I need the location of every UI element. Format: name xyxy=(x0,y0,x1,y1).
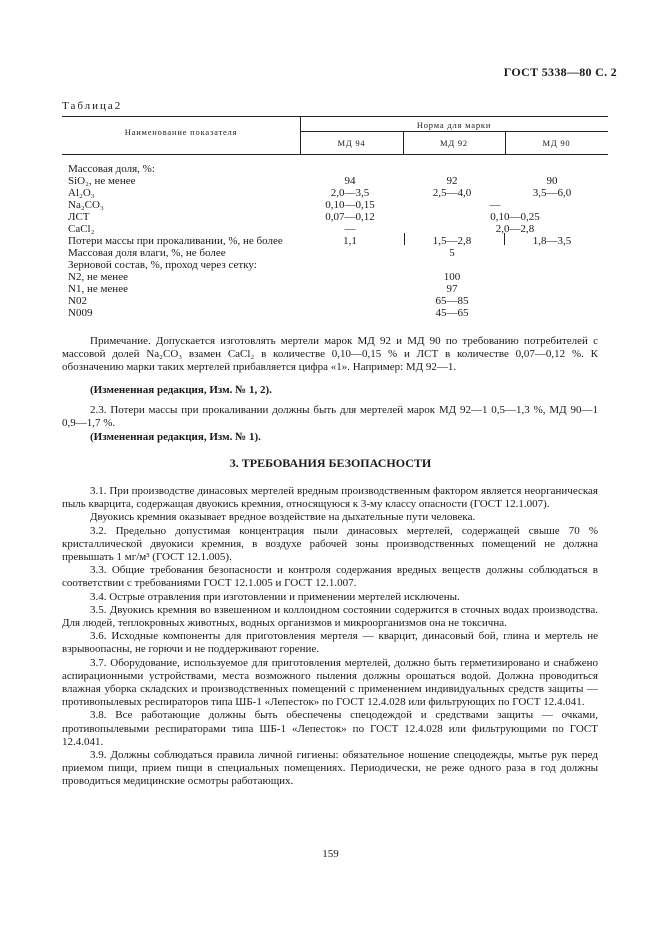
table-cell: 90 xyxy=(546,175,558,187)
table-row-label: ЛСТ xyxy=(68,211,90,223)
table-cell: 0,10—0,25 xyxy=(490,211,540,223)
paragraph: 3.6. Исходные компоненты для приготовления мертеля — кварцит, динасовый бой, глина и мертель не взрывоопасны, не горючи и не поддерживают горение. xyxy=(62,630,598,656)
table-cell: 1,1 xyxy=(343,235,357,247)
section-body xyxy=(62,485,598,789)
table-cell: — xyxy=(489,199,501,211)
edit-note: (Измененная редакция, Изм. № 1, 2). xyxy=(90,384,272,396)
paragraph: Двуокись кремния оказывает вредное воздействие на дыхательные пути человека. xyxy=(90,511,476,524)
table-cell: 5 xyxy=(449,247,455,259)
paragraph: 3.7. Оборудование, используемое для приготовления мертелей, должно быть герметизировано и снабжено аспирационными устройствами, места возможного пыления должны орошаться водой. Должна проводиться влажная уборка складских и производственных помещений с применением индивидуальных средств защиты — противопылевых респираторов типа ШБ-1 «Лепесток» по ГОСТ 12.4.028 или фильтрующих по ГОСТ 12.4.041. xyxy=(62,656,598,709)
document-header: ГОСТ 5338—80 С. 2 xyxy=(503,65,617,79)
table-header-group: Норма для марки xyxy=(416,120,492,130)
table-top-rule xyxy=(62,116,608,117)
table-row-label: N009 xyxy=(68,307,93,319)
edit-note: (Измененная редакция, Изм. № 1). xyxy=(90,431,261,443)
table-row-label: Зерновой состав, %, проход через сетку: xyxy=(68,259,257,271)
table-row-label: Al₂O₃ xyxy=(68,187,95,199)
table-cell: 100 xyxy=(443,271,461,283)
table-note: Примечание. Допускается изготовлять мертели марок МД 92 и МД 90 по требованию потребителей с массовой долей Na₂CO₃ взамен CaCl₂ в количестве 0,10—0,15 % и ЛСТ в количестве 0,07—0,12 %. К обозначению марки таких мертелей прибавляется цифра «1». Например: МД 92—1. xyxy=(62,335,598,373)
table-cell: 65—85 xyxy=(435,295,469,307)
table-cell: 3,5—6,0 xyxy=(532,187,572,199)
table-row-label: Массовая доля, %: xyxy=(68,163,155,175)
table-row-label: Массовая доля влаги, %, не более xyxy=(68,247,226,259)
table-row-label: N2, не менее xyxy=(68,271,128,283)
table-cell: 0,10—0,15 xyxy=(325,199,375,211)
paragraph: 3.8. Все работающие должны быть обеспечены спецодеждой и средствами защиты — очками, противопылевыми респираторами типа ШБ-1 «Лепесток» по ГОСТ 12.4.028 или фильтрующими по ГОСТ 12.4.041. xyxy=(62,709,598,748)
table-cell: 0,07—0,12 xyxy=(325,211,375,223)
section-title: 3. ТРЕБОВАНИЯ БЕЗОПАСНОСТИ xyxy=(229,456,432,470)
table-cell: 2,0—3,5 xyxy=(330,187,370,199)
table-mark xyxy=(504,233,505,245)
paragraph: 3.9. Должны соблюдаться правила личной гигиены: обязательное ношение спецодежды, мытье рук перед приемом пищи, прием пищи в специальных помещениях. Периодически, не реже одного раза в год должны проводиться медицинские осмотры работающих. xyxy=(62,749,598,788)
table-cell: 1,8—3,5 xyxy=(532,235,572,247)
table-cell: — xyxy=(344,223,356,235)
table-cell: 92 xyxy=(446,175,458,187)
table-cell: 97 xyxy=(446,283,458,295)
table-mark xyxy=(404,233,405,245)
table-row-label: N1, не менее xyxy=(68,283,128,295)
paragraph: 3.4. Острые отравления при изготовлении и применении мертелей исключены. xyxy=(90,590,460,603)
table-header-grade: МД 92 xyxy=(440,138,468,148)
table-cell: 94 xyxy=(344,175,356,187)
page-number: 159 xyxy=(322,848,339,860)
paragraph-2-3: 2.3. Потери массы при прокаливании должны быть для мертелей марок МД 92—1 0,5—1,3 %, МД 90—1 0,9—1,7 %. xyxy=(62,404,598,429)
paragraph: 3.2. Предельно допустимая концентрация пыли динасовых мертелей, содержащей свыше 70 % кристаллической двуокиси кремния, в воздухе рабочей зоны производственных помещений не должна превышать 1 мг/м³ (ГОСТ 12.1.005). xyxy=(62,524,598,564)
table-header-grade: МД 90 xyxy=(542,138,571,148)
paragraph: 3.5. Двуокись кремния во взвешенном и коллоидном состоянии содержится в сточных водах производства. Для людей, теплокровных животных, водных организмов и микроорганизмов она не токсична. xyxy=(62,603,598,630)
table-cell: 45—65 xyxy=(435,307,469,319)
table-row-label: SiO₂, не менее xyxy=(68,175,136,187)
table-row-label: Na₂CO₃ xyxy=(68,199,104,211)
table-cell: 2,5—4,0 xyxy=(432,187,472,199)
paragraph: 3.3. Общие требования безопасности и контроля содержания вредных веществ должны соблюдаться в соответствии с требованиями ГОСТ 12.1.005 и ГОСТ 12.1.007. xyxy=(62,564,598,590)
table-cell: 1,5—2,8 xyxy=(432,235,472,247)
table-header-rule xyxy=(62,154,608,155)
paragraph: 3.1. При производстве динасовых мертелей вредным производственным фактором является неорганическая пыль кварцита, содержащая двуокись кремния, относящуюся к 3-му классу опасности (ГОСТ 12.1.007). xyxy=(62,485,598,511)
table-cell: 2,0—2,8 xyxy=(495,223,535,235)
table-row-label: CaCl₂ xyxy=(68,223,95,235)
table-header-name: Наименование показателя xyxy=(124,127,238,137)
table-caption: Таблица2 xyxy=(62,100,123,112)
table-header-grade: МД 94 xyxy=(337,138,366,148)
table-row-label: Потери массы при прокаливании, %, не более xyxy=(68,235,283,247)
table-row-label: N02 xyxy=(68,295,87,307)
